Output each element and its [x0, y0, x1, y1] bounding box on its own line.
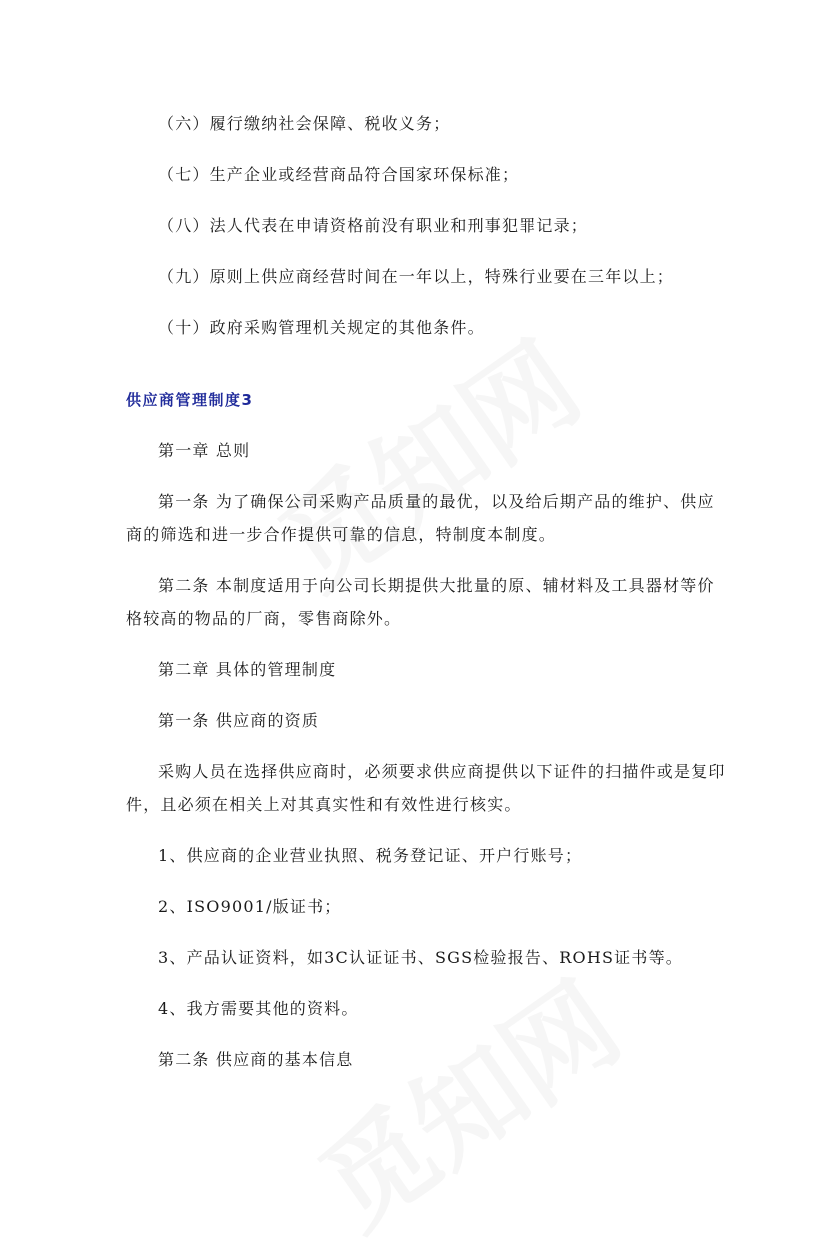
watermark [285, 940, 646, 1258]
list-item: 4、我方需要其他的资料。 [158, 999, 359, 1018]
article-text-continued: 商的筛选和进一步合作提供可靠的信息，特制度本制度。 [126, 525, 557, 544]
article-title: 第一条 供应商的资质 [158, 711, 320, 730]
chapter-title: 第一章 总则 [158, 441, 251, 460]
article-title: 第二条 供应商的基本信息 [158, 1050, 354, 1069]
list-item: 1、供应商的企业营业执照、税务登记证、开户行账号； [158, 846, 583, 865]
paragraph-text-continued: 件，且必须在相关上对其真实性和有效性进行核实。 [126, 795, 522, 814]
article-text-continued: 格较高的物品的厂商，零售商除外。 [126, 609, 402, 628]
paragraph-item-6: （六）履行缴纳社会保障、税收义务； [158, 114, 451, 133]
paragraph-item-8: （八）法人代表在申请资格前没有职业和刑事犯罪记录； [158, 216, 589, 235]
paragraph-item-9: （九）原则上供应商经营时间在一年以上，特殊行业要在三年以上； [158, 267, 675, 286]
chapter-title: 第二章 具体的管理制度 [158, 660, 337, 679]
paragraph-text: 采购人员在选择供应商时，必须要求供应商提供以下证件的扫描件或是复印 [158, 762, 726, 781]
article-text: 第二条 本制度适用于向公司长期提供大批量的原、辅材料及工具器材等价 [158, 576, 715, 595]
watermark [245, 300, 606, 619]
list-item: 2、ISO9001/版证书； [158, 897, 342, 916]
section-heading: 供应商管理制度3 [126, 391, 254, 409]
paragraph-item-10: （十）政府采购管理机关规定的其他条件。 [158, 318, 485, 337]
list-item: 3、产品认证资料，如3C认证证书、SGS检验报告、ROHS证书等。 [158, 948, 683, 967]
article-text: 第一条 为了确保公司采购产品质量的最优，以及给后期产品的维护、供应 [158, 492, 715, 511]
paragraph-item-7: （七）生产企业或经营商品符合国家环保标准； [158, 165, 520, 184]
